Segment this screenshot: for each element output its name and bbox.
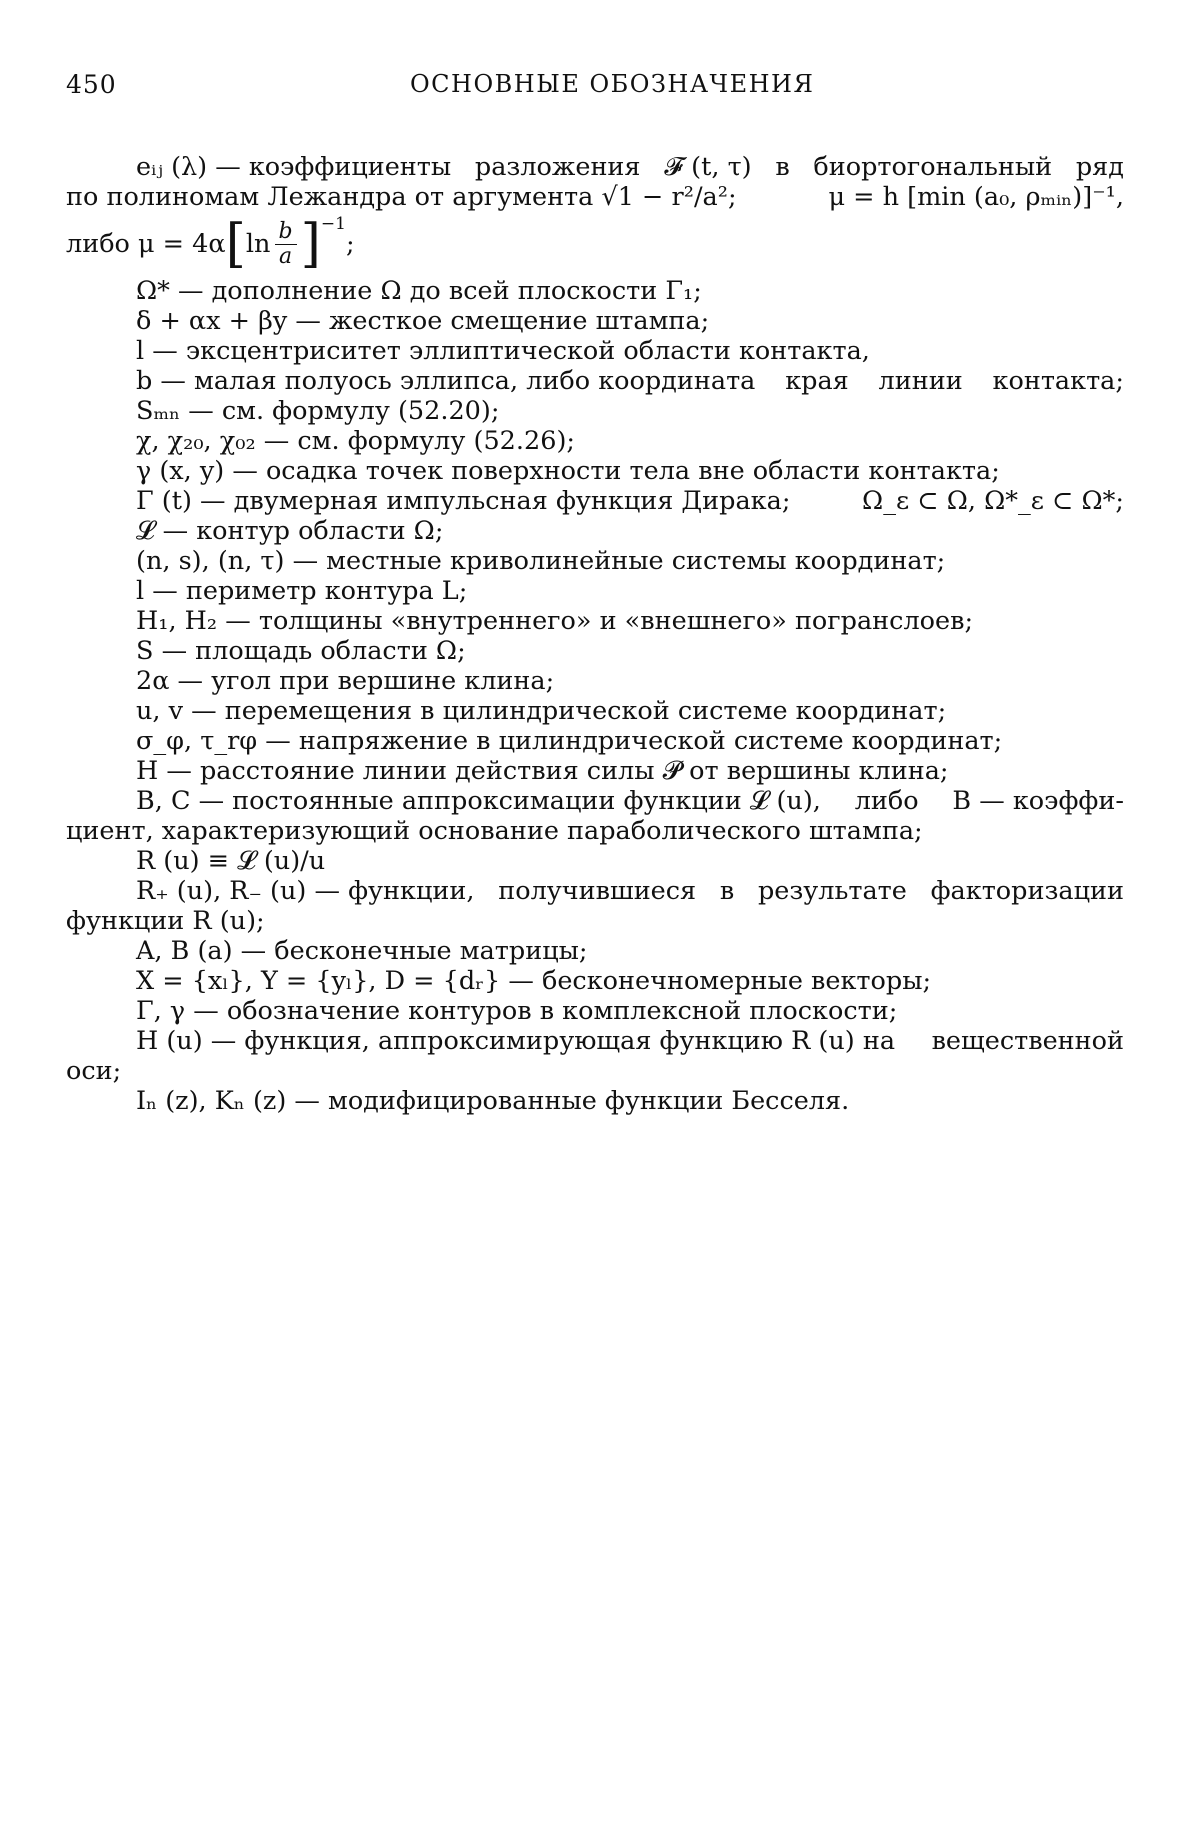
notation-entry-infinite-matrices: A, B (a) — бесконечные матрицы; bbox=[136, 936, 588, 966]
text-segment: μ = h [min (a₀, ρₘᵢₙ)]⁻¹, bbox=[828, 182, 1124, 212]
notation-entry-e-ij-line2 bbox=[66, 182, 1124, 212]
mu-formula bbox=[66, 212, 1124, 276]
text-segment: Ω_ε ⊂ Ω, Ω*_ε ⊂ Ω*; bbox=[862, 486, 1124, 516]
text-segment: в bbox=[719, 876, 735, 906]
text-segment: b — малая полуось эллипса, либо координата bbox=[136, 366, 756, 396]
notation-entry-s-mn: Sₘₙ — см. формулу (52.20); bbox=[136, 396, 500, 426]
notation-entry-force-distance: H — расстояние линии действия силы 𝓟 от вершины клина; bbox=[136, 756, 949, 786]
text-segment: контакта; bbox=[992, 366, 1124, 396]
notation-entry-r-of-u: R (u) ≡ 𝓛 (u)/u bbox=[136, 846, 326, 876]
text-segment: линии bbox=[878, 366, 963, 396]
text-segment: в bbox=[775, 152, 790, 182]
notation-entry-dirac-function bbox=[66, 486, 1124, 516]
text-segment: разложения bbox=[474, 152, 641, 182]
notation-entry-approx-function-line1 bbox=[66, 1026, 1124, 1056]
notation-entry-chi: χ, χ₂₀, χ₀₂ — см. формулу (52.26); bbox=[136, 426, 575, 456]
notation-entry-area: S — площадь области Ω; bbox=[136, 636, 466, 666]
notation-entry-eccentricity: l — эксцентриситет эллиптической области контакта, bbox=[136, 336, 870, 366]
text-segment: B, C — постоянные аппроксимации функции 𝓛 (u), bbox=[136, 786, 821, 816]
fraction-denominator: a bbox=[278, 243, 293, 269]
notation-entry-approximation-constants-line1 bbox=[66, 786, 1124, 816]
fraction-numerator: b bbox=[275, 220, 297, 245]
notation-entry-bessel-functions: Iₙ (z), Kₙ (z) — модифицированные функции Бесселя. bbox=[136, 1086, 850, 1116]
notation-entry-e-ij-line1 bbox=[66, 152, 1124, 182]
text-segment: eᵢⱼ (λ) — коэффициенты bbox=[136, 152, 452, 182]
notation-list bbox=[66, 152, 1124, 1116]
text-segment: факторизации bbox=[930, 876, 1124, 906]
text-segment: B — коэффи- bbox=[952, 786, 1124, 816]
text-segment: 𝓕 (t, τ) bbox=[664, 152, 752, 182]
notation-entry-gamma-settlement: γ (x, y) — осадка точек поверхности тела вне области контакта; bbox=[136, 456, 1000, 486]
notation-entry-contour: 𝓛 — контур области Ω; bbox=[136, 516, 444, 546]
notation-entry-factorization-line2: функции R (u); bbox=[66, 906, 265, 936]
notation-entry-approx-function-line2: оси; bbox=[66, 1056, 122, 1086]
formula-prefix: либо μ = 4α bbox=[66, 229, 226, 259]
right-bracket: ] bbox=[300, 214, 321, 274]
text-segment: биортогональный bbox=[813, 152, 1053, 182]
text-segment: края bbox=[785, 366, 849, 396]
text-segment: получившиеся bbox=[498, 876, 697, 906]
text-segment: R₊ (u), R₋ (u) — функции, bbox=[136, 876, 475, 906]
fraction-b-over-a bbox=[275, 220, 297, 269]
ln-label: ln bbox=[245, 229, 271, 259]
text-segment: вещественной bbox=[931, 1026, 1124, 1056]
running-title: ОСНОВНЫЕ ОБОЗНАЧЕНИЯ bbox=[410, 70, 815, 98]
exponent: −1 bbox=[320, 214, 346, 234]
notation-entry-semi-axis bbox=[66, 366, 1124, 396]
page-header bbox=[0, 70, 1200, 110]
text-segment: Γ (t) — двумерная импульсная функция Дирака; bbox=[136, 486, 791, 516]
text-segment: H (u) — функция, аппроксимирующая функцию R (u) на bbox=[136, 1026, 896, 1056]
notation-entry-displacements: u, v — перемещения в цилиндрической системе координат; bbox=[136, 696, 947, 726]
formula-suffix: ; bbox=[345, 229, 355, 259]
text-segment: ряд bbox=[1075, 152, 1124, 182]
notation-entry-infinite-vectors: X = {xₗ}, Y = {yₗ}, D = {dᵣ} — бесконечномерные векторы; bbox=[136, 966, 932, 996]
page-number: 450 bbox=[66, 70, 117, 99]
text-segment: по полиномам Лежандра от аргумента √1 − r²/a²; bbox=[66, 182, 737, 212]
notation-entry-perimeter: l — периметр контура L; bbox=[136, 576, 468, 606]
notation-entry-stress: σ_φ, τ_rφ — напряжение в цилиндрической системе координат; bbox=[136, 726, 1003, 756]
notation-entry-factorization-line1 bbox=[66, 876, 1124, 906]
left-bracket: [ bbox=[225, 214, 246, 274]
text-segment: либо bbox=[854, 786, 919, 816]
notation-entry-rigid-displacement: δ + αx + βy — жесткое смещение штампа; bbox=[136, 306, 710, 336]
notation-entry-local-coordinates: (n, s), (n, τ) — местные криволинейные системы координат; bbox=[136, 546, 946, 576]
notation-entry-wedge-angle: 2α — угол при вершине клина; bbox=[136, 666, 555, 696]
notation-entry-omega-star: Ω* — дополнение Ω до всей плоскости Γ₁; bbox=[136, 276, 702, 306]
text-segment: результате bbox=[757, 876, 907, 906]
notation-entry-approximation-constants-line2: циент, характеризующий основание параболического штампа; bbox=[66, 816, 923, 846]
notation-entry-boundary-layers: H₁, H₂ — толщины «внутреннего» и «внешнего» погранслоев; bbox=[136, 606, 974, 636]
notation-entry-complex-contours: Γ, γ — обозначение контуров в комплексной плоскости; bbox=[136, 996, 898, 1026]
